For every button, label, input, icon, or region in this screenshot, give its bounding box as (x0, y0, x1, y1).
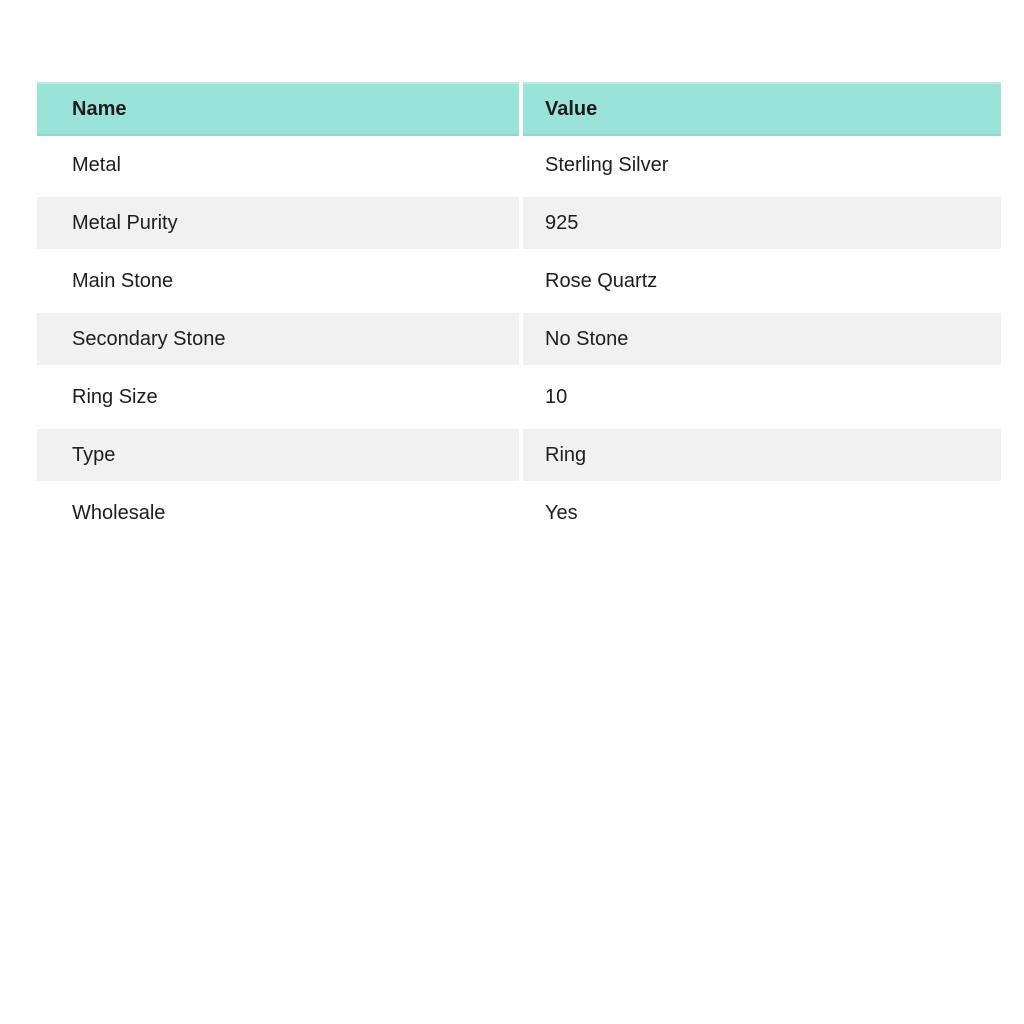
attr-value-cell: 10 (545, 386, 568, 408)
attr-value-cell: No Stone (523, 313, 1001, 365)
table-row-ring-size (37, 368, 1001, 426)
attr-name-cell: Metal (72, 154, 121, 176)
attr-value-cell: Yes (545, 502, 578, 524)
attr-name-cell: Ring Size (72, 386, 158, 408)
product-attributes-table (37, 82, 1001, 542)
column-header-name: Name (37, 82, 519, 136)
table-row-main-stone (37, 252, 1001, 310)
column-header-value: Value (523, 82, 1001, 136)
attr-value-cell: Rose Quartz (545, 270, 658, 292)
attr-name-cell: Metal Purity (37, 197, 519, 249)
table-header-row (37, 82, 1001, 136)
table-row-secondary-stone (37, 310, 1001, 368)
table-row-metal-purity (37, 194, 1001, 252)
attr-value-cell: Ring (523, 429, 1001, 481)
attr-name-cell: Main Stone (72, 270, 174, 292)
attr-value-cell: 925 (523, 197, 1001, 249)
table-row-type (37, 426, 1001, 484)
attr-value-cell: Sterling Silver (545, 154, 669, 176)
attr-name-cell: Type (37, 429, 519, 481)
attr-name-cell: Secondary Stone (37, 313, 519, 365)
table-row-metal (37, 136, 1001, 194)
table-row-wholesale (37, 484, 1001, 542)
attr-name-cell: Wholesale (72, 502, 166, 524)
